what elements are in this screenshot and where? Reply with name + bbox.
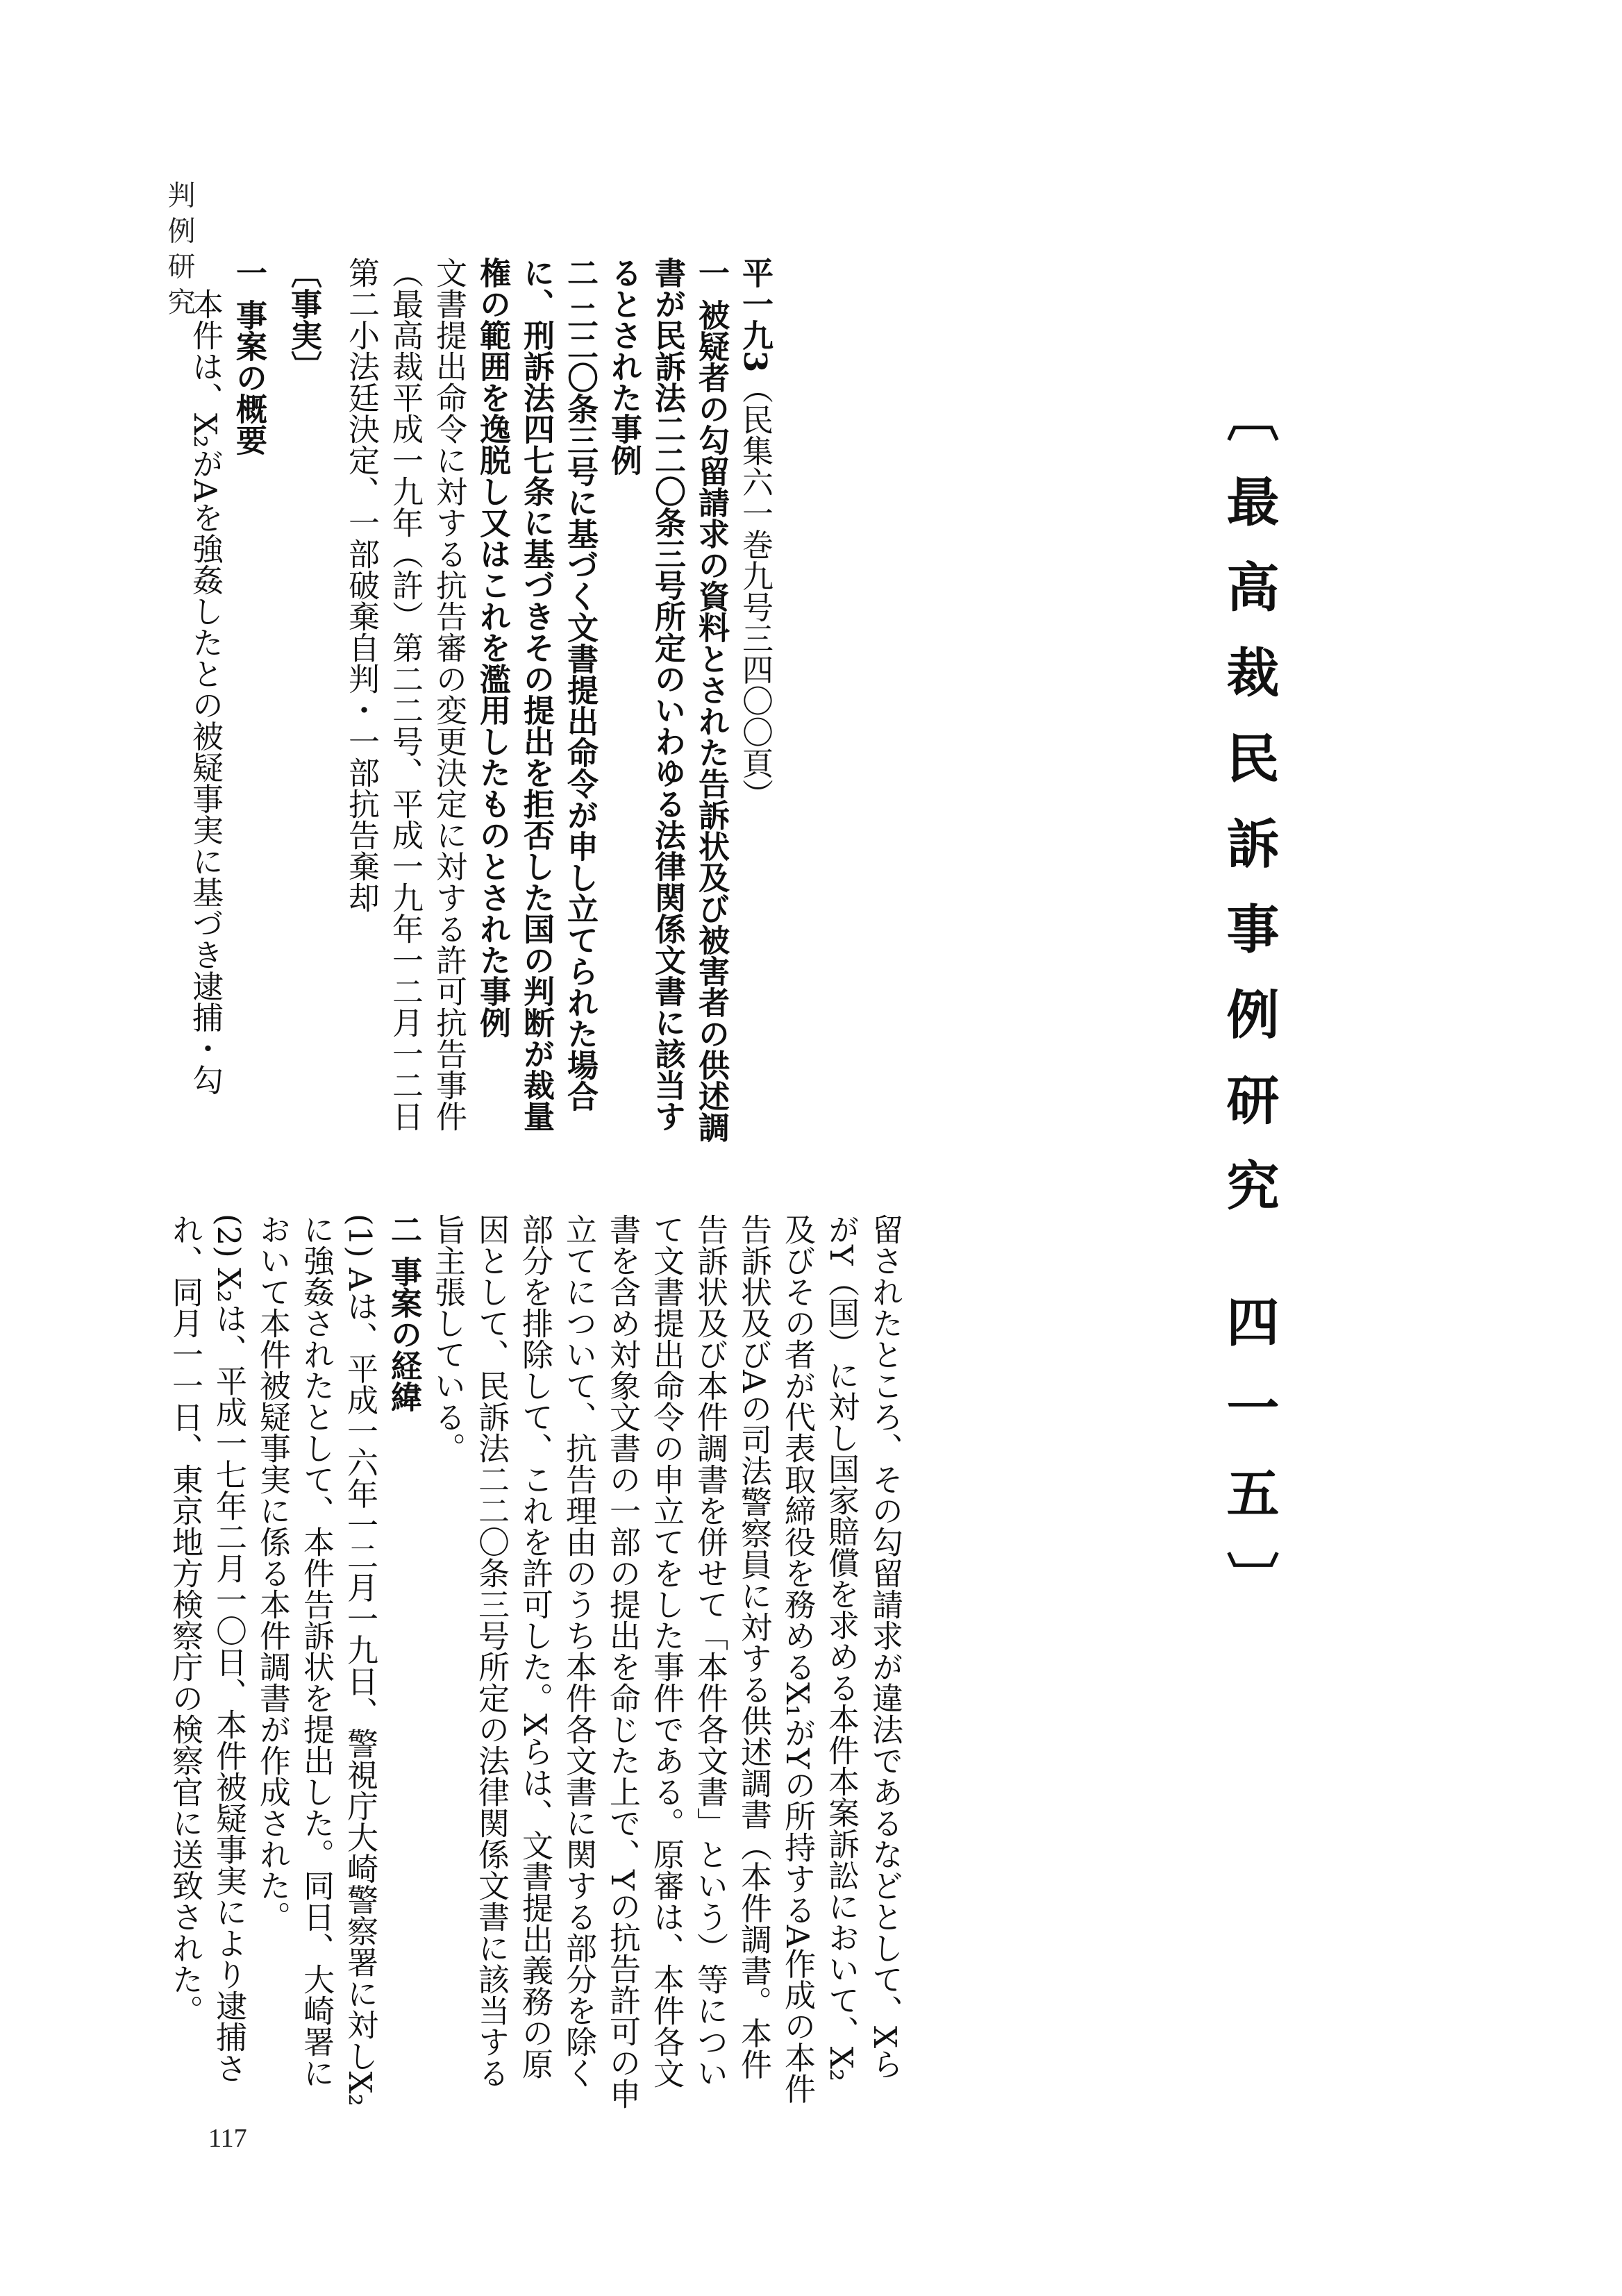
page-number: 117	[208, 2124, 247, 2153]
section1-paragraph-continued: 留されたところ、その勾留請求が違法であるなどとして、XらがY（国）に対し国家賠償を求める本件本案訴訟において、X₂及びその者が代表取締役を務めるX₁がYの所持するA作成の本件告訴状及びAの司法警察員に対する供述調書（本件調書。本件告訴状及び本件調書を併せて「本件各文書」という）等について文書提出命令の申立てをした事件である。原審は、本件各文書を含め対象文書の一部の提出を命じた上で、Yの抗告許可の申立てについて、抗告理由のうち本件各文書に関する部分を除く部分を排除して、これを許可した。Xらは、文書提出義務の原因として、民訴法二二〇条三号所定の法律関係文書に該当する旨主張している。	[429, 1214, 903, 2109]
item-1: (1) Aは、平成一六年一二月一九日、警視庁大崎警察署に対しX₂に強姦されたとして、本件告訴状を提出した。同日、大崎署において本件被疑事実に係る本件調書が作成された。	[254, 1214, 378, 2106]
running-header: 判例研究	[163, 181, 195, 323]
lower-text-block	[163, 1214, 907, 2109]
section1-heading: 一 事案の概要	[231, 257, 267, 455]
section1-paragraph-start: 本件は、X₂がAを強姦したとの被疑事実に基づき逮捕・勾	[187, 288, 224, 1096]
item-2: (2) X₂は、平成一七年二月一〇日、本件被疑事実により逮捕され、同月一一日、東京地方検察庁の検察官に送致された。	[167, 1214, 247, 2084]
decision-info: 文書提出命令に対する抗告審の変更決定に対する許可抗告事件（最高裁平成一九年（許）第二二号、平成一九年一二月一二日第二小法廷決定、一部破棄自判・一部抗告棄却	[343, 257, 467, 1132]
case-number: 平一九3	[737, 257, 774, 373]
section2-heading: 二 事案の経緯	[385, 1214, 422, 1412]
upper-text-block	[183, 257, 777, 1153]
facts-heading: 〔事実〕	[285, 257, 322, 382]
holding-2: 二 二二〇条三号に基づく文書提出命令が申し立てられた場合に、刑訴法四七条に基づきその提出を拒否した国の判断が裁量権の範囲を逸脱し又はこれを濫用したものとされた事例	[474, 257, 599, 1132]
series-title: 〔最高裁民訴事例研究 四一五〕	[1218, 389, 1280, 1637]
case-heading	[733, 257, 777, 1153]
holding-1: 一 被疑者の勾留請求の資料とされた告訴状及び被害者の供述調書が民訴法二二〇条三号所定のいわゆる法律関係文書に該当するとされた事例	[605, 257, 730, 1143]
case-citation: （民集六一巻九号三四〇〇頁）	[737, 372, 774, 810]
